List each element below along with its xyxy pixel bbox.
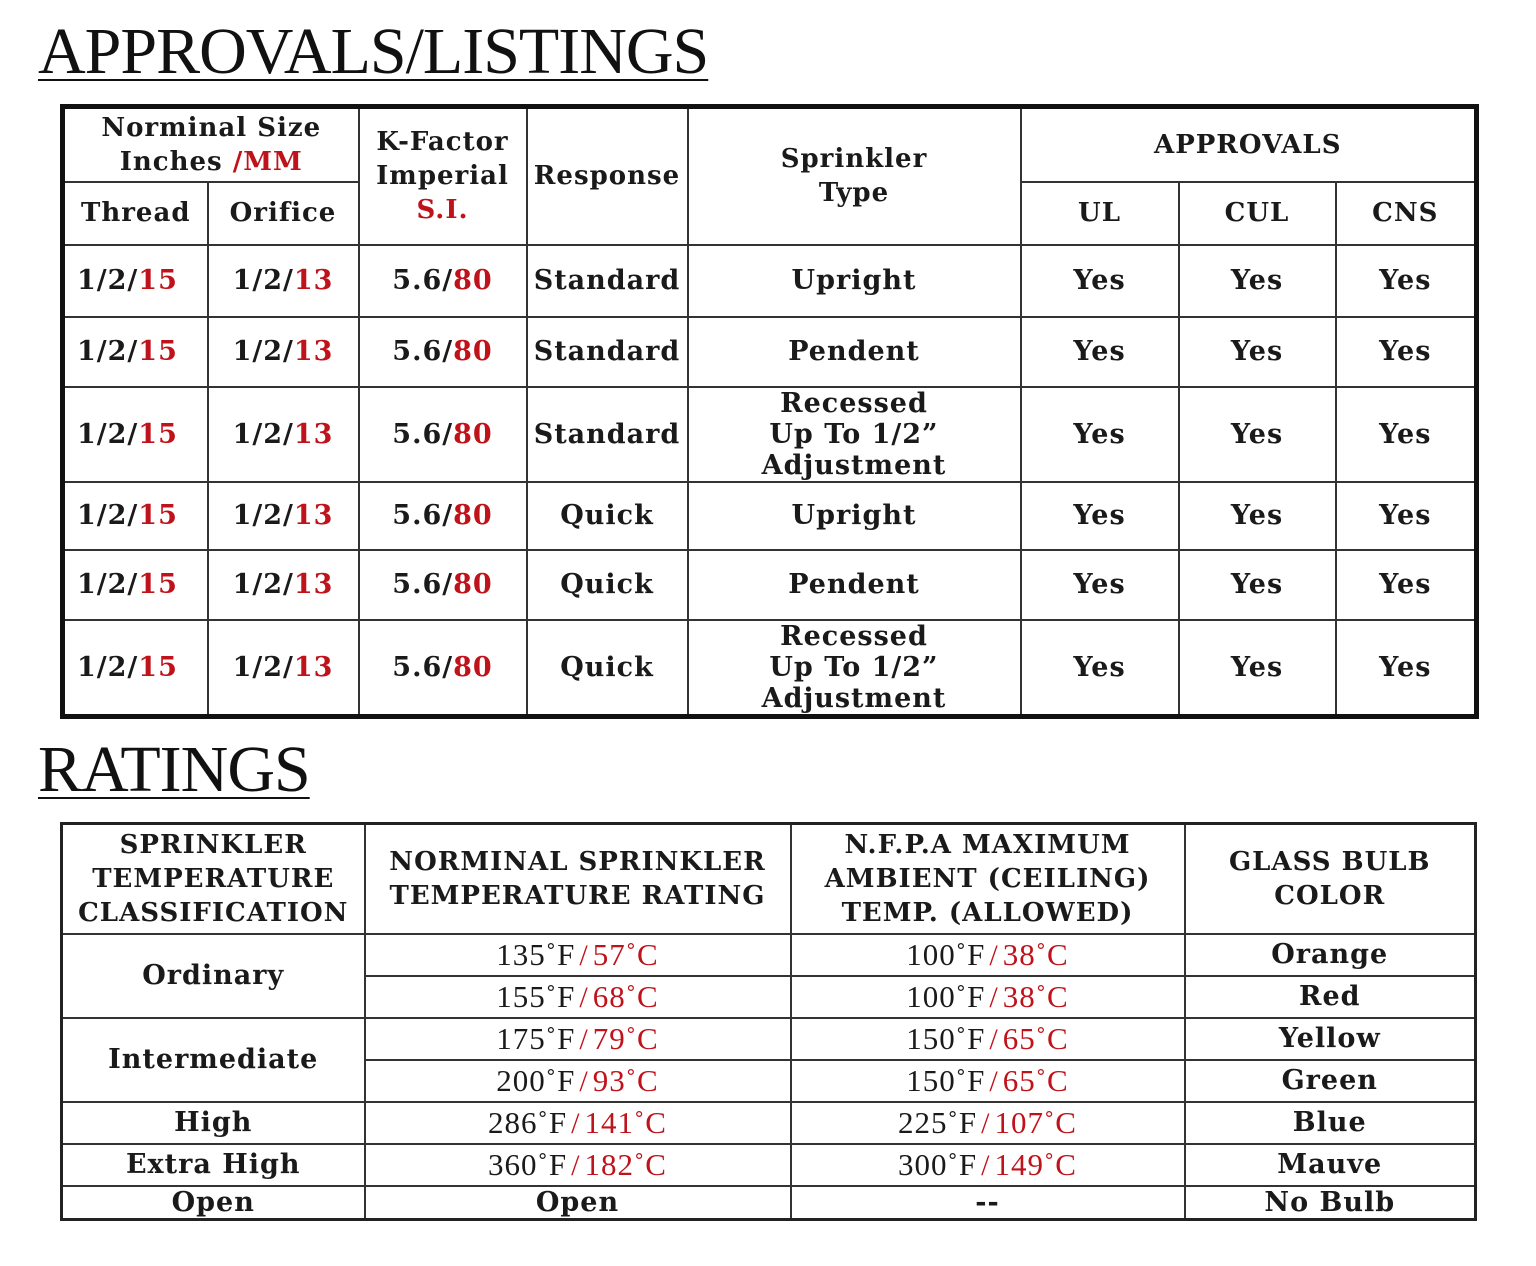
open-classification: Open	[62, 1186, 365, 1220]
ratings-row	[62, 1144, 1476, 1186]
bulb-color-cell: Blue	[1185, 1102, 1476, 1144]
kfactor-cell: 5.6/80	[359, 550, 527, 620]
cns-cell: Yes	[1336, 387, 1477, 482]
thread-cell: 1/2/15	[63, 317, 208, 387]
classification-cell: Extra High	[62, 1144, 365, 1186]
orifice-cell: 1/2/13	[208, 317, 359, 387]
orifice-cell: 1/2/13	[208, 620, 359, 717]
ul-cell: Yes	[1021, 482, 1179, 550]
bulb-color-cell: Mauve	[1185, 1144, 1476, 1186]
open-rating: Open	[365, 1186, 791, 1220]
cns-cell: Yes	[1336, 317, 1477, 387]
cul-cell: Yes	[1179, 317, 1336, 387]
cns-cell: Yes	[1336, 482, 1477, 550]
kfactor-cell: 5.6/80	[359, 245, 527, 317]
sprinkler-type-cell: Upright	[688, 482, 1021, 550]
response-cell: Quick	[527, 482, 688, 550]
response-cell: Standard	[527, 387, 688, 482]
thread-cell: 1/2/15	[63, 550, 208, 620]
bulb-color-cell: Green	[1185, 1060, 1476, 1102]
response-header: Response	[527, 107, 688, 245]
cul-cell: Yes	[1179, 482, 1336, 550]
orifice-cell: 1/2/13	[208, 387, 359, 482]
response-cell: Quick	[527, 550, 688, 620]
cns-cell: Yes	[1336, 245, 1477, 317]
sprinkler-type-cell: Pendent	[688, 550, 1021, 620]
cul-cell: Yes	[1179, 245, 1336, 317]
nfpa-cell: 225˚F / 107˚C	[791, 1102, 1185, 1144]
approvals-row	[63, 387, 1477, 482]
classification-cell: High	[62, 1102, 365, 1144]
orifice-cell: 1/2/13	[208, 482, 359, 550]
cns-cell: Yes	[1336, 620, 1477, 717]
cns-header: CNS	[1336, 182, 1477, 245]
sprinkler-type-cell: Recessed Up To 1/2” Adjustment	[688, 620, 1021, 717]
nfpa-header: N.F.P.A MAXIMUM AMBIENT (CEILING) TEMP. (ALLOWED)	[791, 824, 1185, 934]
kfactor-cell: 5.6/80	[359, 317, 527, 387]
temperature-rating-cell: 360˚F / 182˚C	[365, 1144, 791, 1186]
ul-header: UL	[1021, 182, 1179, 245]
temperature-rating-cell: 155˚F / 68˚C	[365, 976, 791, 1018]
temperature-rating-cell: 200˚F / 93˚C	[365, 1060, 791, 1102]
thread-header: Thread	[63, 182, 208, 245]
open-nfpa: --	[791, 1186, 1185, 1220]
approvals-row	[63, 550, 1477, 620]
ul-cell: Yes	[1021, 317, 1179, 387]
ratings-row	[62, 934, 1476, 976]
response-cell: Standard	[527, 317, 688, 387]
approvals-row	[63, 245, 1477, 317]
sprinkler-type-header: Sprinkler Type	[688, 107, 1021, 245]
temperature-rating-cell: 286˚F / 141˚C	[365, 1102, 791, 1144]
nominal-size-header: Norminal Size Inches /MM	[63, 107, 359, 182]
nfpa-cell: 300˚F / 149˚C	[791, 1144, 1185, 1186]
cul-cell: Yes	[1179, 550, 1336, 620]
nfpa-cell: 100˚F / 38˚C	[791, 976, 1185, 1018]
classification-header: SPRINKLER TEMPERATURE CLASSIFICATION	[62, 824, 365, 934]
response-cell: Quick	[527, 620, 688, 717]
ul-cell: Yes	[1021, 620, 1179, 717]
sprinkler-type-cell: Recessed Up To 1/2” Adjustment	[688, 387, 1021, 482]
cul-header: CUL	[1179, 182, 1336, 245]
nfpa-cell: 150˚F / 65˚C	[791, 1018, 1185, 1060]
thread-cell: 1/2/15	[63, 387, 208, 482]
cul-cell: Yes	[1179, 620, 1336, 717]
approvals-row	[63, 620, 1477, 717]
bulb-color-cell: Orange	[1185, 934, 1476, 976]
nfpa-cell: 100˚F / 38˚C	[791, 934, 1185, 976]
thread-cell: 1/2/15	[63, 245, 208, 317]
orifice-header: Orifice	[208, 182, 359, 245]
classification-cell: Ordinary	[62, 934, 365, 1018]
orifice-cell: 1/2/13	[208, 245, 359, 317]
response-cell: Standard	[527, 245, 688, 317]
open-bulb: No Bulb	[1185, 1186, 1476, 1220]
approvals-header: APPROVALS	[1021, 107, 1477, 182]
bulb-color-cell: Red	[1185, 976, 1476, 1018]
sprinkler-type-cell: Upright	[688, 245, 1021, 317]
ratings-title: RATINGS	[38, 733, 310, 806]
ratings-row	[62, 1102, 1476, 1144]
thread-cell: 1/2/15	[63, 482, 208, 550]
nfpa-cell: 150˚F / 65˚C	[791, 1060, 1185, 1102]
temperature-rating-cell: 175˚F / 79˚C	[365, 1018, 791, 1060]
ratings-table	[60, 822, 1477, 1221]
approvals-row	[63, 482, 1477, 550]
ul-cell: Yes	[1021, 550, 1179, 620]
temperature-rating-cell: 135˚F / 57˚C	[365, 934, 791, 976]
bulb-color-cell: Yellow	[1185, 1018, 1476, 1060]
cns-cell: Yes	[1336, 550, 1477, 620]
ul-cell: Yes	[1021, 387, 1179, 482]
ul-cell: Yes	[1021, 245, 1179, 317]
approvals-table	[60, 104, 1479, 719]
ratings-row	[62, 1018, 1476, 1060]
classification-cell: Intermediate	[62, 1018, 365, 1102]
orifice-cell: 1/2/13	[208, 550, 359, 620]
sprinkler-type-cell: Pendent	[688, 317, 1021, 387]
thread-cell: 1/2/15	[63, 620, 208, 717]
kfactor-cell: 5.6/80	[359, 482, 527, 550]
temperature-rating-header: NORMINAL SPRINKLER TEMPERATURE RATING	[365, 824, 791, 934]
cul-cell: Yes	[1179, 387, 1336, 482]
approvals-title: APPROVALS/LISTINGS	[38, 15, 709, 88]
glass-bulb-header: GLASS BULB COLOR	[1185, 824, 1476, 934]
approvals-row	[63, 317, 1477, 387]
kfactor-cell: 5.6/80	[359, 620, 527, 717]
kfactor-header: K-Factor Imperial S.I.	[359, 107, 527, 245]
kfactor-cell: 5.6/80	[359, 387, 527, 482]
